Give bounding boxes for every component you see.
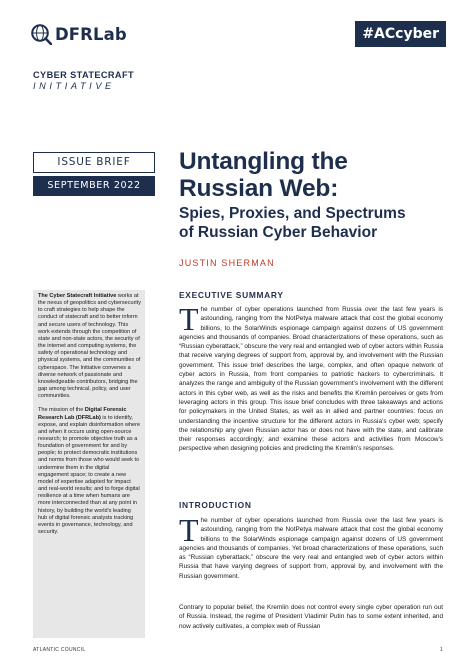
sidebar-text: The mission of the bbox=[38, 407, 85, 414]
logo-text: DFRLab bbox=[55, 24, 127, 44]
page-title bbox=[179, 148, 348, 202]
issue-brief-label: ISSUE BRIEF bbox=[33, 152, 155, 173]
summary-paragraph: he number of cyber operations launched from Russia over the last few years is astounding, ranging from the NotPetya malware attack that cost the global economy billions, to the SolarWinds espionage campaign against dozens of US government agencies and thousands of companies. Broad characterizations of these operations, such as “Russian cyberattack,” obscure the very real and entangled web of cyber actors within Russia that receive varying degrees of support from, approval by, and involvement with the Russian government. This issue brief describes the large, complex, and often opaque network of cyber actors in Russia, from front companies to patriotic hackers to cybercriminals. It analyzes the range and ambiguity of the Russian government’s involvement with the different actors in this cyber web, as well as the risks and benefits the Kremlin perceives or gets from leveraging actors in this group. This issue brief concludes with three takeaways and actions for policymakers in the United States, as well as in allied and partner countries: focus on understanding the incentive structure for the different actors in Russia’s cyber web; specify the relationship any given Russian actor has or does not have with the state, and calibrate their responses accordingly; and examine these actors and activities from Moscow’s perspective when designing policies and predicting the Kremlin’s responses. bbox=[179, 306, 443, 453]
drop-cap: T bbox=[179, 301, 199, 337]
introduction-text-continued: Contrary to popular belief, the Kremlin does not control every single cyber operation run out of Russia. Instead, the regime of President Vladimir Putin has to some extent inherited, and now actively cultivates, a complex web of Russian bbox=[179, 604, 443, 630]
footer-publisher: ATLANTIC COUNCIL bbox=[33, 647, 86, 653]
sidebar-text: is to identify, expose, and explain disinformation where and when it occurs using open-source research; to promote objective truth as a foundation of government for and by people; to protect democratic institutions and norms from those who would seek to undermine them in the digital engagement space; to create a new model of expertise adapted for impact and real-world results; and to forge digital resilience at a time when humans are more interconnected than at any point in history, by building the world's leading hub of digital forensic analysts tracking events in governance, technology, and security. bbox=[38, 414, 141, 535]
sidebar-lead: Digital Forensic Research Lab (DFRLab) bbox=[38, 407, 127, 421]
subtitle-line: of Russian Cyber Behavior bbox=[179, 223, 378, 241]
sidebar-paragraph bbox=[38, 293, 141, 400]
introduction-text bbox=[179, 512, 443, 581]
sidebar-paragraph bbox=[38, 407, 141, 536]
initiative-name: CYBER STATECRAFT bbox=[33, 70, 134, 80]
subtitle-line: Spies, Proxies, and Spectrums bbox=[179, 205, 406, 222]
sidebar-about-box bbox=[33, 290, 145, 638]
title-line: Russian Web: bbox=[179, 175, 339, 202]
intro-paragraph: he number of cyber operations launched from Russia over the last few years is astounding, ranging from the NotPetya malware attack that cost the global economy billions to the SolarWinds espionage campaign against dozens of US government agencies and thousands of companies. Yet broad characterizations of these operations, such as “Russian cyberattack,” obscure the very real and entangled web of cyber actors within Russia that have varying degrees of support from, approval by, and involvement with the Russian government. bbox=[179, 517, 443, 580]
executive-summary-heading: EXECUTIVE SUMMARY bbox=[179, 290, 284, 300]
introduction-heading: INTRODUCTION bbox=[179, 500, 252, 510]
initiative-subname: INITIATIVE bbox=[33, 81, 115, 91]
sidebar-text: works at the nexus of geopolitics and cybersecurity to craft strategies to help shape the conduct of statecraft and to better inform and secure users of technology. This work extends through the competition of state and non-state actors, the security of the internet and computing systems, the safety of operational technology and physical systems, and the communities of cyberspace. The Initiative convenes a diverse network of passionate and knowledgeable contributors, bridging the gap among technical, policy, and user communities. bbox=[38, 293, 141, 400]
sidebar-lead: The Cyber Statecraft Initiative bbox=[38, 293, 117, 299]
drop-cap: T bbox=[179, 512, 199, 548]
issue-date: SEPTEMBER 2022 bbox=[33, 176, 155, 196]
page-subtitle bbox=[179, 205, 406, 242]
executive-summary-text bbox=[179, 301, 443, 454]
dfrlab-logo bbox=[30, 23, 127, 45]
hashtag-badge: #ACcyber bbox=[355, 21, 446, 47]
globe-magnifier-icon bbox=[30, 23, 52, 45]
title-line: Untangling the bbox=[179, 148, 348, 175]
page-number: 1 bbox=[440, 647, 443, 653]
author-name: JUSTIN SHERMAN bbox=[179, 258, 275, 268]
